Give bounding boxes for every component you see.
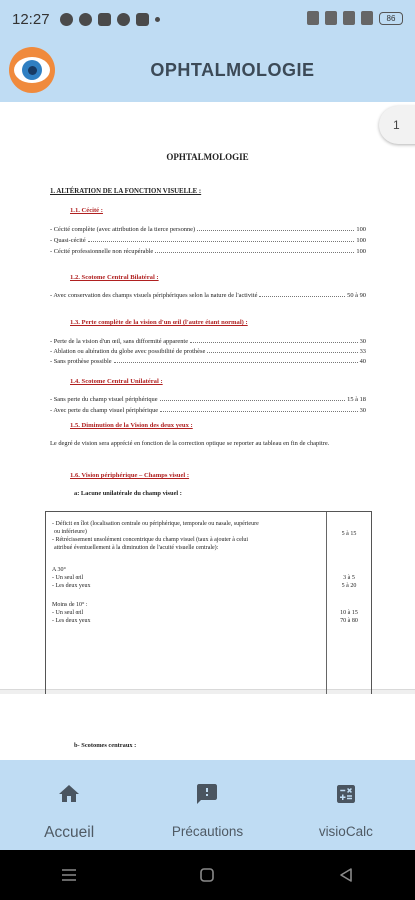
subsection-heading: 1.4. Scotome Central Unilatéral : [70, 378, 163, 385]
status-time: 12:27 [12, 10, 50, 28]
recent-apps-button[interactable] [49, 860, 89, 890]
back-triangle-icon [339, 867, 353, 883]
sync-icon [79, 13, 92, 26]
wifi-icon [361, 11, 373, 25]
rate-line: - Sans perte du champ visuel périphérique 15 à 18 [50, 396, 366, 403]
mail-icon [98, 13, 111, 26]
table-value: 70 à 80 [340, 618, 358, 624]
rate-line: - Sans prothèse possible 40 [50, 358, 366, 365]
table-cell: - Les deux yeux [52, 583, 91, 589]
subheading: b- Scotomes centraux : [74, 742, 137, 749]
subsection-heading: 1.1. Cécité : [70, 207, 103, 214]
nav-visiocalc[interactable] [277, 760, 415, 850]
subsection-heading: 1.6. Vision périphérique – Champs visuel : [70, 472, 190, 479]
nav-label: visioCalc [318, 824, 373, 839]
vpn-icon [307, 11, 319, 25]
pdf-page-2 [0, 694, 415, 760]
home-icon [57, 782, 81, 806]
app-title: OPHTALMOLOGIE [150, 59, 315, 80]
table-value: 3 à 5 [343, 575, 355, 581]
table-value: 5 à 20 [341, 583, 357, 589]
feedback-icon [195, 782, 219, 806]
rate-line: - Perte de la vision d'un œil, sans difformité apparente 30 [50, 338, 366, 345]
pdf-viewer[interactable] [0, 102, 415, 760]
rate-line: - Avec conservation des champs visuels périphériques selon la nature de l'activité 50 à 90 [50, 292, 366, 299]
system-navigation-bar [0, 850, 415, 900]
nav-label: Précautions [171, 824, 244, 839]
rate-line: - Cécité complète (avec attribution de la tierce personne) 100 [50, 226, 366, 233]
more-notifications-icon [155, 17, 160, 22]
table-cell: ou inférieure) [54, 529, 87, 535]
app-bar [0, 38, 415, 102]
signal-icon [343, 11, 355, 25]
nav-precautions[interactable] [138, 760, 276, 850]
rate-line: - Avec perte du champ visuel périphérique 30 [50, 407, 366, 414]
rate-line: - Ablation ou altération du globe avec possibilité de prothèse 33 [50, 348, 366, 355]
nav-accueil[interactable] [0, 760, 138, 850]
table-cell: A 30° [52, 567, 66, 573]
table-cell: Moins de 10° : [52, 602, 88, 608]
subsection-heading: 1.2. Scotome Central Bilatéral : [70, 274, 159, 281]
battery-icon [379, 12, 403, 25]
table-value: 10 à 15 [340, 610, 358, 616]
table-cell: attribué éventuellement à la diminution de l'acuité visuelle centrale): [54, 545, 219, 551]
pdf-page-1 [0, 102, 415, 690]
table-value: 5 à 15 [341, 531, 357, 537]
table-cell: - Les deux yeux [52, 618, 91, 624]
doc-title: OPHTALMOLOGIE [166, 152, 249, 162]
linkedin-icon [136, 13, 149, 26]
nav-label: Accueil [44, 824, 95, 841]
bottom-navigation [0, 760, 415, 850]
calculator-icon [334, 782, 358, 806]
app-notification-icon [117, 13, 130, 26]
table-cell: - Déficit en îlot (localisation centrale ou périphérique, temporale ou nasale, supérieure [52, 521, 259, 527]
subsection-heading: 1.5. Diminution de la Vision des deux yeux : [70, 422, 193, 429]
battery-level: 86 [386, 13, 396, 23]
section-heading: 1. ALTÉRATION DE LA FONCTION VISUELLE : [50, 188, 202, 195]
status-bar [0, 0, 415, 38]
page-number-indicator[interactable] [379, 106, 415, 144]
back-button[interactable] [326, 860, 366, 890]
square-icon [199, 867, 215, 883]
subheading: a: Lacune unilatérale du champ visuel : [74, 490, 182, 497]
rate-line: - Cécité professionnelle non récupérable 100 [50, 248, 366, 255]
subsection-heading: 1.3. Perte complète de la vision d'un œil (l'autre étant normal) : [70, 319, 248, 326]
bluetooth-icon [325, 11, 337, 25]
rate-line: - Quasi-cécité 100 [50, 237, 366, 244]
home-button[interactable] [187, 860, 227, 890]
whatsapp-icon [60, 13, 73, 26]
eye-logo-icon [9, 47, 55, 93]
paragraph: Le degré de vision sera apprécié en fonction de la correction optique se reporter au tableau en fin de chapitre. [50, 440, 330, 447]
menu-icon [61, 868, 77, 882]
table-cell: - Un seul œil [52, 610, 84, 616]
table-cell: - Rétrécissement unsolément concentrique du champ visuel (taux à ajouter à celui [52, 537, 249, 543]
table-cell: - Un seul œil [52, 575, 84, 581]
notification-icons [60, 13, 160, 26]
page-number: 1 [393, 118, 400, 132]
